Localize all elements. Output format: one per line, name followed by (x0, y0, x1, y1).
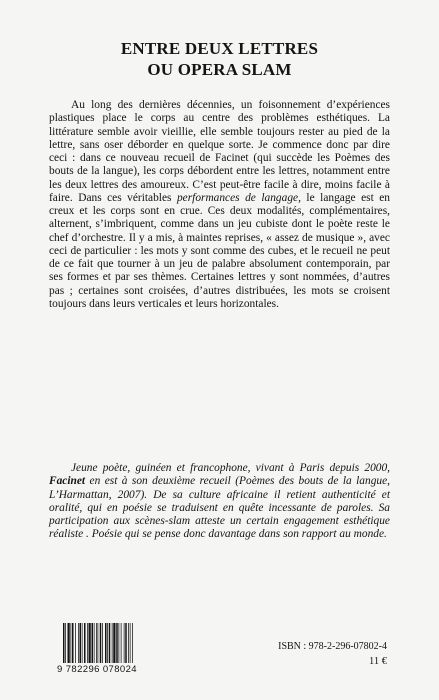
barcode-bar (132, 623, 133, 663)
barcode-bar (119, 623, 120, 663)
barcode-bar (109, 623, 111, 663)
blurb-paragraph (49, 99, 390, 311)
bio-part-2: en est à son deuxième recueil (Poèmes des bouts de la langue, L’Harmattan, 2007). De sa culture africaine il retient authenticité et oralité, qui en poésie se traduisent en quête incessante de paroles. Sa participation aux scènes-slam atteste un certain engagement esthétique réaliste . Poésie qui se pense donc davantage dans son rapport au monde. (49, 475, 390, 541)
blurb-text (49, 99, 390, 311)
author-bio (49, 462, 390, 542)
barcode-bar (113, 623, 115, 663)
barcode-bar (72, 623, 74, 663)
barcode-bar (92, 623, 94, 663)
barcode-bar (63, 623, 65, 663)
barcode-bar (68, 623, 70, 663)
barcode-bar (121, 623, 122, 663)
barcode-bar (128, 623, 129, 663)
barcode-bar (125, 623, 127, 663)
barcode-bar (100, 623, 102, 663)
barcode-bars (62, 623, 150, 665)
barcode-bar (116, 623, 118, 663)
barcode-bar (130, 623, 131, 663)
barcode-bar (78, 623, 79, 663)
title-line-2: OU OPERA SLAM (147, 60, 292, 79)
barcode-bar (80, 623, 82, 663)
blurb-part-2: le langage est en creux et les corps sont en crue. Ces deux modalités, complémentaires, alternent, s’imbriquent, comme dans un jeu cubiste dont le poète reste le chef d’orchestre. Il y a mis, à maintes reprises, « assez de musique », avec ceci de particulier : les mots y sont comme des cubes, et le recueil ne peut de ce fait que tourner à un jeu de palabre absolument contemporain, par ses formes et par ses thèmes. Certaines lettres y sont nommées, d’autres pas ; certaines sont croisées, d’autres distribuées, les mots se croisent toujours dans leurs verticales et leurs horizontales. (49, 191, 390, 310)
title-line-1: ENTRE DEUX LETTRES (120, 39, 319, 58)
barcode-bar (98, 623, 99, 663)
barcode-bar (65, 623, 66, 663)
barcode-bar (89, 623, 91, 663)
book-title (40, 38, 399, 80)
barcode-bar (87, 623, 88, 663)
barcode-bar (84, 623, 86, 663)
author-name: Facinet (49, 475, 86, 488)
bio-paragraph (49, 462, 390, 542)
blurb-emphasis: performances de langage, (176, 191, 301, 204)
price-label: 11 € (369, 656, 387, 667)
barcode-bar (107, 623, 108, 663)
barcode-bar (71, 623, 72, 663)
barcode-bar (105, 623, 107, 663)
barcode-bar (96, 623, 97, 663)
bio-part-1: Jeune poète, guinéen et francophone, vivant à Paris depuis 2000, (71, 462, 390, 474)
blurb-part-1: Au long des dernières décennies, un foisonnement d’expériences plastiques place le corps au centre des problèmes esthétiques. La littérature semble avoir vieillie, elle semble toujours rester au pied de la lettre, sans oser déborder en quelque sorte. Je commence donc par dire ceci : dans ce nouveau recueil de Facinet (qui succède les Poèmes des bouts de la langue), les corps débordent entre les lettres, notamment entre les deux lettres des amoureux. C’est peut-être facile à dire, moins facile à faire. Dans ces véritables (49, 99, 390, 204)
barcode-bar (75, 623, 76, 663)
barcode-bar (94, 623, 95, 663)
barcode-bar (124, 623, 125, 663)
barcode-bar (102, 623, 103, 663)
barcode-bar (112, 623, 113, 663)
isbn-label: ISBN : 978-2-296-07802-4 (278, 641, 387, 652)
barcode-bar (82, 623, 83, 663)
barcode-digits: 9 782296 078024 (57, 664, 137, 675)
